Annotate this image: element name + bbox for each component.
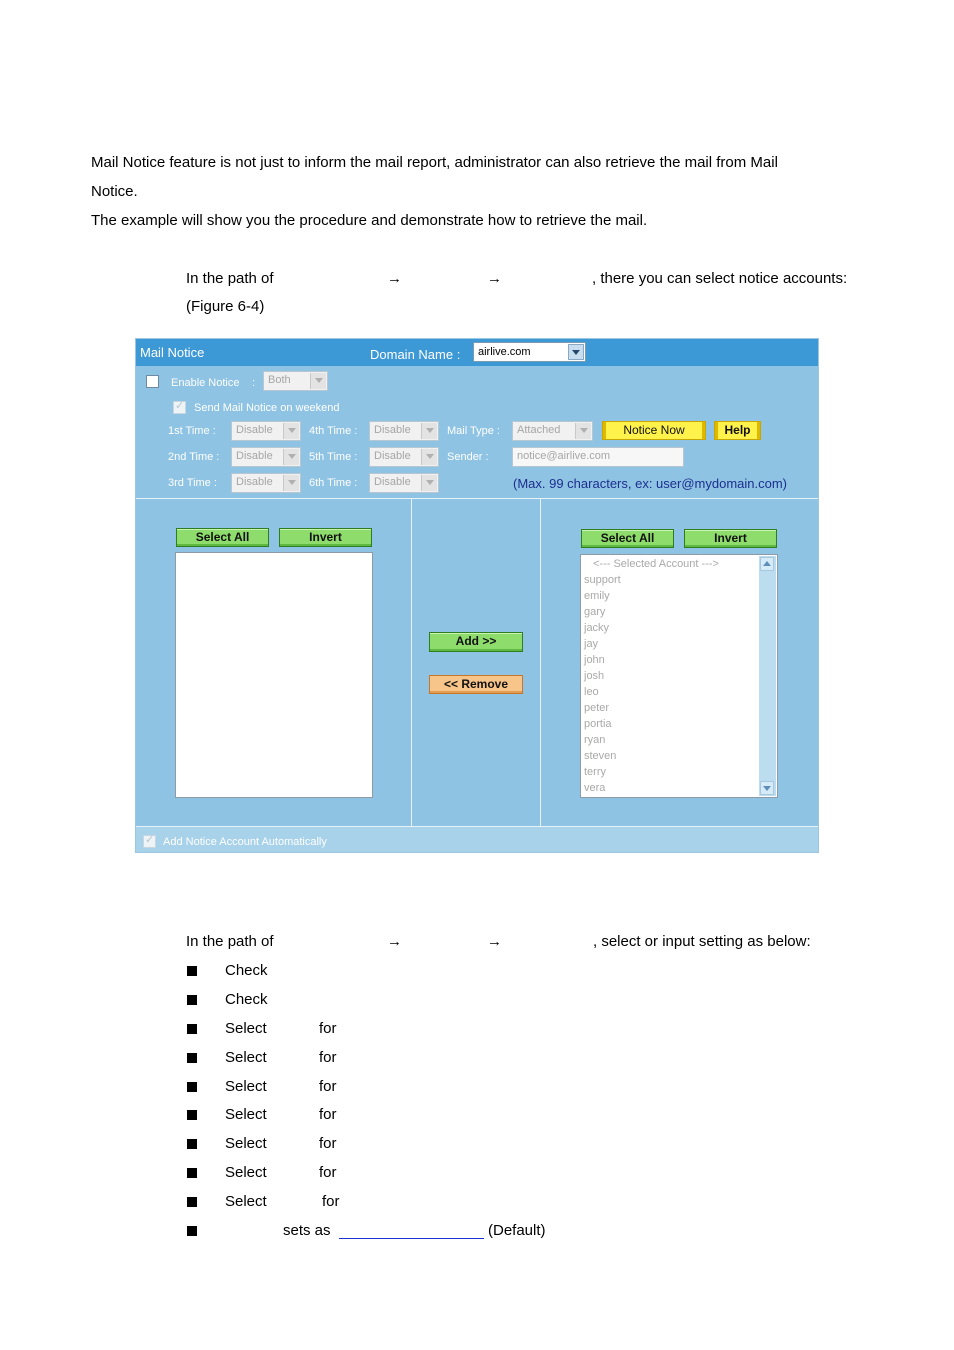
available-accounts-list[interactable] (175, 552, 373, 798)
scroll-down-icon[interactable] (760, 781, 774, 795)
bullet-icon (187, 995, 197, 1005)
remove-button[interactable]: << Remove (429, 675, 523, 694)
divider (540, 499, 541, 826)
chevron-down-icon[interactable] (568, 344, 584, 360)
intro-line-1: Mail Notice feature is not just to inform the mail report, administrator can also retrieve the mail from Mail (91, 154, 778, 171)
sender-input[interactable] (512, 447, 684, 467)
chevron-down-icon (283, 449, 299, 465)
bullet-for: for (319, 1164, 337, 1181)
list-item[interactable]: support (584, 574, 621, 586)
time-label-2: 2nd Time : (168, 451, 220, 463)
list-item[interactable]: josh (584, 670, 605, 682)
enable-notice-select-value: Both (268, 374, 291, 386)
step2-prefix: In the path of (186, 933, 274, 950)
time-select-1[interactable] (231, 421, 301, 441)
arrow-icon: → (387, 270, 402, 287)
list-item[interactable]: jacky (584, 622, 610, 634)
enable-notice-colon: : (252, 377, 256, 389)
divider (136, 498, 818, 499)
help-button[interactable]: Help (714, 421, 761, 440)
invert-button-right[interactable]: Invert (684, 529, 777, 548)
domain-name-label: Domain Name : (370, 347, 461, 362)
time-select-6[interactable] (369, 473, 439, 493)
chevron-down-icon (421, 423, 437, 439)
bullet-icon (187, 1024, 197, 1034)
bullet-for: for (319, 1135, 337, 1152)
panel-title: Mail Notice (140, 345, 205, 360)
intro-line-3: The example will show you the procedure and demonstrate how to retrieve the mail. (91, 212, 648, 229)
chevron-down-icon (283, 423, 299, 439)
bullet-action: Select (225, 1049, 267, 1066)
bullet-icon (187, 1082, 197, 1092)
bullet-action: Check (225, 962, 268, 979)
list-item[interactable]: jay (584, 638, 599, 650)
mail-type-value: Attached (517, 424, 561, 436)
bullet-for: for (319, 1020, 337, 1037)
step1-suffix: , there you can select notice accounts: (592, 270, 848, 287)
select-all-button-right[interactable]: Select All (581, 529, 674, 548)
panel-header (136, 339, 818, 366)
time-select-value: Disable (236, 424, 273, 436)
selected-accounts-header: <--- Selected Account ---> (593, 558, 719, 570)
figure-caption: (Figure 6-4) (186, 298, 265, 315)
default-text: (Default) (488, 1222, 546, 1239)
bullet-for: for (319, 1078, 337, 1095)
time-select-value: Disable (374, 450, 411, 462)
chevron-down-icon (421, 475, 437, 491)
time-label-6: 6th Time : (309, 477, 358, 489)
step1-prefix: In the path of (186, 270, 274, 287)
bullet-icon (187, 1168, 197, 1178)
sender-blank-link[interactable] (339, 1238, 484, 1239)
select-all-button-left[interactable]: Select All (176, 528, 269, 547)
list-item[interactable]: john (584, 654, 605, 666)
time-select-4[interactable] (369, 421, 439, 441)
list-item[interactable]: gary (584, 606, 606, 618)
list-item[interactable]: vera (584, 782, 606, 794)
divider (411, 499, 412, 826)
selected-accounts-list[interactable] (580, 554, 778, 798)
time-select-value: Disable (236, 476, 273, 488)
bullet-icon (187, 1053, 197, 1063)
sender-label: Sender : (447, 451, 489, 463)
weekend-checkbox[interactable] (173, 401, 186, 414)
max-characters-hint: (Max. 99 characters, ex: user@mydomain.com) (513, 476, 788, 491)
list-item[interactable]: steven (584, 750, 617, 762)
enable-notice-label: Enable Notice (171, 377, 240, 389)
list-item[interactable]: emily (584, 590, 610, 602)
time-select-value: Disable (236, 450, 273, 462)
bullet-icon (187, 1197, 197, 1207)
notice-now-button[interactable]: Notice Now (602, 421, 706, 440)
bullet-action: Select (225, 1135, 267, 1152)
auto-add-label: Add Notice Account Automatically (163, 836, 327, 848)
weekend-label: Send Mail Notice on weekend (194, 402, 340, 414)
arrow-icon: → (387, 933, 402, 950)
time-label-1: 1st Time : (168, 425, 216, 437)
auto-add-checkbox[interactable] (143, 835, 156, 848)
bullet-action: Check (225, 991, 268, 1008)
domain-select[interactable] (473, 342, 586, 362)
bullet-icon (187, 1110, 197, 1120)
enable-notice-select[interactable] (263, 371, 328, 391)
bullet-action: Select (225, 1106, 267, 1123)
time-label-3: 3rd Time : (168, 477, 217, 489)
mail-type-label: Mail Type : (447, 425, 500, 437)
list-item[interactable]: ryan (584, 734, 606, 746)
domain-select-value: airlive.com (478, 346, 531, 358)
list-item[interactable]: leo (584, 686, 599, 698)
arrow-icon: → (487, 270, 502, 287)
bullet-action: Select (225, 1020, 267, 1037)
bullet-action: Select (225, 1078, 267, 1095)
chevron-down-icon (575, 423, 591, 439)
mail-type-select[interactable] (512, 421, 593, 441)
intro-line-2: Notice. (91, 183, 138, 200)
list-item[interactable]: portia (584, 718, 612, 730)
time-select-3[interactable] (231, 473, 301, 493)
bullet-icon (187, 1226, 197, 1236)
bullet-action: Select (225, 1164, 267, 1181)
bullet-icon (187, 966, 197, 976)
time-select-2[interactable] (231, 447, 301, 467)
list-item[interactable]: terry (584, 766, 606, 778)
time-label-5: 5th Time : (309, 451, 358, 463)
sender-value: notice@airlive.com (517, 450, 611, 462)
time-select-5[interactable] (369, 447, 439, 467)
bullet-for: for (319, 1049, 337, 1066)
step2-suffix: , select or input setting as below: (593, 933, 811, 950)
scroll-up-icon[interactable] (760, 557, 774, 571)
sets-as-text: sets as (283, 1222, 331, 1239)
enable-notice-checkbox[interactable] (146, 375, 159, 388)
time-label-4: 4th Time : (309, 425, 358, 437)
bullet-for: for (322, 1193, 340, 1210)
scrollbar[interactable] (759, 556, 776, 796)
bullet-action: Select (225, 1193, 267, 1210)
arrow-icon: → (487, 933, 502, 950)
chevron-down-icon (310, 373, 326, 389)
bullet-for: for (319, 1106, 337, 1123)
add-button[interactable]: Add >> (429, 632, 523, 652)
bullet-icon (187, 1139, 197, 1149)
time-select-value: Disable (374, 476, 411, 488)
list-item[interactable]: peter (584, 702, 610, 714)
mail-notice-panel (135, 338, 819, 853)
invert-button-left[interactable]: Invert (279, 528, 372, 547)
time-select-value: Disable (374, 424, 411, 436)
chevron-down-icon (421, 449, 437, 465)
chevron-down-icon (283, 475, 299, 491)
